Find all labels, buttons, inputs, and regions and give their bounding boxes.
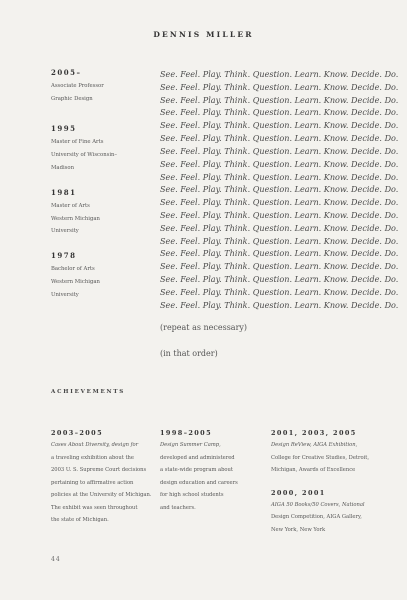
ach-line: Design Competition, AIGA Gallery, bbox=[271, 514, 362, 520]
edu-year: 1995 bbox=[51, 124, 77, 134]
edu-line: Madison bbox=[51, 164, 74, 171]
achievement-col-1 bbox=[51, 427, 151, 527]
ach-line: 2003 U. S. Supreme Court decisions bbox=[51, 467, 147, 473]
edu-year: 2005– bbox=[51, 68, 82, 77]
ach-line: pertaining to affirmative action bbox=[51, 479, 134, 486]
achievement-col-2 bbox=[160, 427, 260, 514]
edu-line: Bachelor of Arts bbox=[51, 266, 95, 273]
edu-line: Graphic Design bbox=[51, 95, 93, 102]
mantra-line: See. Feel. Play. Think. Question. Learn. Know. Decide. Do. bbox=[160, 158, 399, 169]
ach-line: the state of Michigan. bbox=[51, 517, 109, 523]
mantra-line: See. Feel. Play. Think. Question. Learn. Know. Decide. Do. bbox=[160, 69, 399, 79]
ach-line: Design Summer Camp, bbox=[160, 442, 221, 448]
mantra-line: See. Feel. Play. Think. Question. Learn. Know. Decide. Do. bbox=[160, 235, 399, 246]
repeat-note: (repeat as necessary) bbox=[160, 323, 248, 332]
ach-line: The exhibit was seen throughout bbox=[51, 504, 138, 511]
ach-line: Design ReView, AIGA Exhibition, bbox=[271, 442, 358, 448]
mantra-line: See. Feel. Play. Think. Question. Learn. Know. Decide. Do. bbox=[160, 94, 399, 105]
achievements-heading: ACHIEVEMENTS bbox=[51, 389, 126, 395]
edu-line: Associate Professor bbox=[51, 83, 104, 89]
edu-line: University bbox=[51, 228, 79, 235]
mantra-line: See. Feel. Play. Think. Question. Learn. Know. Decide. Do. bbox=[160, 286, 399, 297]
ach-line: Michigan, Awards of Excellence bbox=[271, 467, 356, 473]
mantra-block bbox=[160, 68, 400, 311]
ach-line: Cases About Diversity, design for bbox=[51, 442, 139, 448]
order-note: (in that order) bbox=[160, 349, 218, 358]
mantra-line: See. Feel. Play. Think. Question. Learn. Know. Decide. Do. bbox=[160, 261, 399, 272]
ach-line: design education and careers bbox=[160, 479, 238, 486]
mantra-line: See. Feel. Play. Think. Question. Learn. Know. Decide. Do. bbox=[160, 107, 399, 118]
page-title: DENNIS MILLER bbox=[153, 30, 254, 39]
edu-line: Western Michigan bbox=[51, 215, 100, 222]
achievement-col-3 bbox=[271, 427, 371, 536]
edu-year: 1981 bbox=[51, 187, 77, 197]
ach-line: for high school students bbox=[160, 492, 224, 498]
mantra-line: See. Feel. Play. Think. Question. Learn. Know. Decide. Do. bbox=[160, 274, 399, 284]
edu-line: University of Wisconsin– bbox=[51, 152, 118, 159]
ach-year: 2000, 2001 bbox=[271, 488, 326, 497]
mantra-line: See. Feel. Play. Think. Question. Learn. Know. Decide. Do. bbox=[160, 81, 399, 92]
mantra-line: See. Feel. Play. Think. Question. Learn. Know. Decide. Do. bbox=[160, 197, 399, 208]
mantra-line: See. Feel. Play. Think. Question. Learn. Know. Decide. Do. bbox=[160, 248, 399, 259]
mantra-line: See. Feel. Play. Think. Question. Learn. Know. Decide. Do. bbox=[160, 171, 399, 182]
edu-line: Master of Arts bbox=[51, 202, 90, 209]
ach-line: a state-wide program about bbox=[160, 467, 233, 473]
education-column bbox=[51, 66, 151, 302]
edu-year: 1978 bbox=[51, 251, 77, 261]
mantra-line: See. Feel. Play. Think. Question. Learn. Know. Decide. Do. bbox=[160, 145, 399, 156]
ach-year: 1998–2005 bbox=[160, 429, 213, 437]
mantra-line: See. Feel. Play. Think. Question. Learn. Know. Decide. Do. bbox=[160, 133, 399, 144]
ach-year: 2003–2005 bbox=[51, 429, 104, 437]
edu-line: Master of Fine Arts bbox=[51, 139, 104, 146]
mantra-line: See. Feel. Play. Think. Question. Learn. Know. Decide. Do. bbox=[160, 299, 399, 310]
ach-line: a traveling exhibition about the bbox=[51, 454, 134, 461]
mantra-line: See. Feel. Play. Think. Question. Learn. Know. Decide. Do. bbox=[160, 209, 399, 220]
ach-line: New York, New York bbox=[271, 526, 326, 533]
edu-line: Western Michigan bbox=[51, 278, 100, 285]
mantra-line: See. Feel. Play. Think. Question. Learn. Know. Decide. Do. bbox=[160, 120, 399, 131]
mantra-line: See. Feel. Play. Think. Question. Learn. Know. Decide. Do. bbox=[160, 222, 399, 233]
ach-year: 2001, 2003, 2005 bbox=[271, 429, 357, 437]
ach-line: College for Creative Studies, Detroit, bbox=[271, 454, 369, 461]
ach-line: policies at the University of Michigan. bbox=[51, 492, 152, 498]
page-number: 44 bbox=[51, 556, 61, 563]
ach-line: and teachers. bbox=[160, 504, 196, 511]
mantra-line: See. Feel. Play. Think. Question. Learn. Know. Decide. Do. bbox=[160, 184, 399, 195]
ach-line: AIGA 50 Books/50 Covers, National bbox=[271, 501, 365, 508]
edu-line: University bbox=[51, 291, 79, 298]
ach-line: developed and administered bbox=[160, 454, 235, 461]
